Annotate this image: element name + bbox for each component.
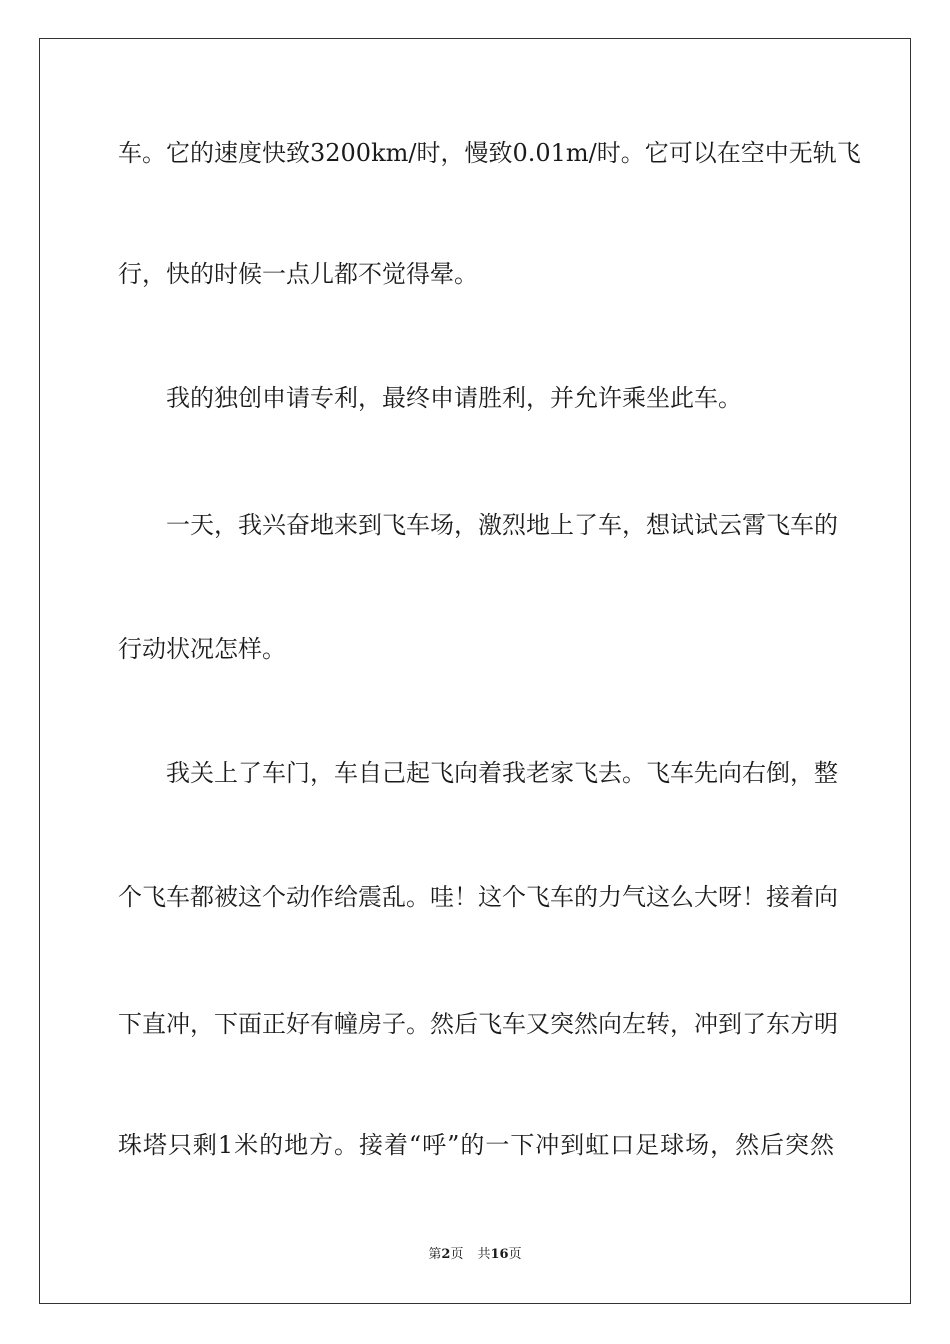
- total-suffix: 页: [508, 1247, 522, 1262]
- page-border: [39, 38, 911, 1304]
- text-line-7: 个飞车都被这个动作给震乱。哇！这个飞车的力气这么大呀！接着向: [118, 883, 838, 911]
- page-prefix: 第: [428, 1247, 442, 1262]
- text-line-9: 珠塔只剩1米的地方。接着“呼”的一下冲到虹口足球场，然后突然: [118, 1131, 834, 1159]
- text-line-2: 行，快的时候一点儿都不觉得晕。: [118, 260, 478, 288]
- text-line-3: 我的独创申请专利，最终申请胜利，并允许乘坐此车。: [118, 384, 742, 412]
- total-prefix: 共: [477, 1247, 491, 1262]
- page-footer: [0, 1247, 950, 1263]
- total-pages: 16: [490, 1247, 509, 1262]
- page-suffix: 页: [450, 1247, 464, 1262]
- text-line-8: 下直冲，下面正好有幢房子。然后飞车又突然向左转，冲到了东方明: [118, 1010, 838, 1038]
- text-line-4: 一天，我兴奋地来到飞车场，激烈地上了车，想试试云霄飞车的: [118, 511, 838, 539]
- text-line-6: 我关上了车门，车自己起飞向着我老家飞去。飞车先向右倒，整: [118, 759, 838, 787]
- text-line-1: 车。它的速度快致3200km/时，慢致0.01m/时。它可以在空中无轨飞: [118, 139, 861, 167]
- text-line-5: 行动状况怎样。: [118, 635, 286, 663]
- page-number: 2: [441, 1247, 451, 1262]
